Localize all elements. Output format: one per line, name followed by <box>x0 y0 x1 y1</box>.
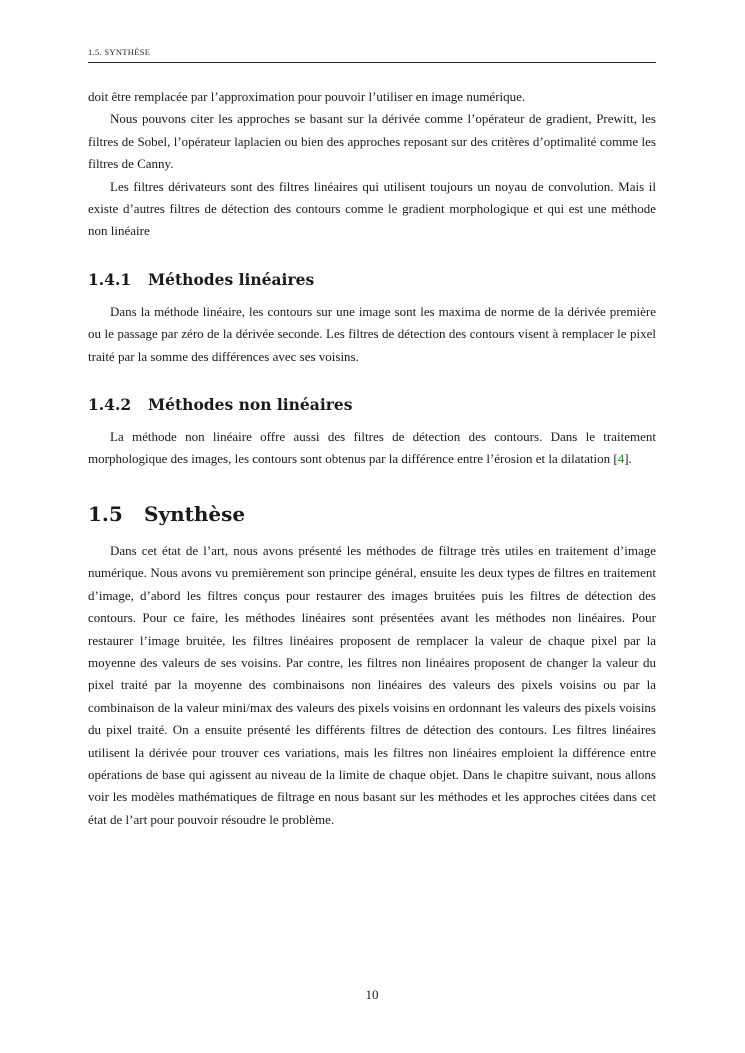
subsection-title: Méthodes non linéaires <box>148 395 353 415</box>
subsection-number: 1.4.1 <box>88 269 132 289</box>
subsection-heading-142 <box>88 395 656 415</box>
intro-paragraph-2: Nous pouvons citer les approches se basant sur la dérivée comme l’opérateur de gradient, Prewitt, les filtres de Sobel, l’opérateur laplacien ou bien des approches reposant sur des critères d’optimalité comme les filtres de Canny. <box>88 111 656 172</box>
section-141-paragraph: Dans la méthode linéaire, les contours sur une image sont les maxima de norme de la dérivée première ou le passage par zéro de la dérivée seconde. Les filtres de détection des contours visent à remplacer le pixel traité par la somme des différences avec ses voisins. <box>88 303 656 364</box>
citation-link[interactable]: 4 <box>617 451 625 467</box>
section-15-paragraph: Dans cet état de l’art, nous avons présenté les méthodes de filtrage très utiles en traitement d’image numérique. Nous avons vu premièrement son principe général, ensuite les deux types de filtres en traitement d’image, d’abord les filtres conçus pour restaurer des images bruitées puis les filtres de détection des contours. Pour ce faire, les méthodes linéaires sont présentées avant les méthodes non linéaires. Pour restaurer l’image bruitée, les filtres linéaires proposent de remplacer la valeur de chaque pixel par la moyenne des valeurs de ses voisins. Par contre, les filtres non linéaires proposent de changer la valeur du pixel traité par la moyenne des combinaisons non linéaires des valeurs des pixels voisins ou par la combinaison de la valeur mini/max des valeurs des pixels voisins en ordonnant les valeurs des pixels voisins du pixel traité. On a ensuite présenté les différents filtres de détection des contours. Les filtres linéaires utilisent la dérivée pour trouver ces variations, mais les filtres non linéaires emploient la différence entre opérations de base qui agissent au niveau de la limite de chaque objet. Dans le chapitre suivant, nous allons voir les modèles mathématiques de filtrage en nous basant sur les méthodes et les approches citées dans cet état de l’art pour pouvoir résoudre le problème. <box>88 542 656 827</box>
section-142-paragraph <box>88 426 656 471</box>
intro-paragraph-3: Les filtres dérivateurs sont des filtres linéaires qui utilisent toujours un noyau de convolution. Mais il existe d’autres filtres de détection des contours comme le gradient morphologique et qui est une méthode non linéaire <box>88 178 656 239</box>
subsection-number: 1.4.2 <box>88 395 132 415</box>
section-title: Synthèse <box>144 501 246 526</box>
page-number: 10 <box>365 987 379 1002</box>
paragraph-text: La méthode non linéaire offre aussi des filtres de détection des contours. Dans le traitement morphologique des images, les contours sont obtenus par la différence entre l’érosion et la dilatation [ <box>88 429 656 467</box>
subsection-title: Méthodes linéaires <box>148 269 315 289</box>
paragraph-text-end: ]. <box>624 451 632 467</box>
subsection-heading-141 <box>88 270 656 290</box>
section-number: 1.5 <box>88 501 123 526</box>
page <box>88 0 656 1053</box>
running-header: 1.5. SYNTHÈSE <box>88 47 656 63</box>
page-content <box>88 86 656 831</box>
intro-paragraph-1: doit être remplacée par l’approximation pour pouvoir l’utiliser en image numérique. <box>88 89 526 104</box>
section-heading-15 <box>88 501 656 527</box>
